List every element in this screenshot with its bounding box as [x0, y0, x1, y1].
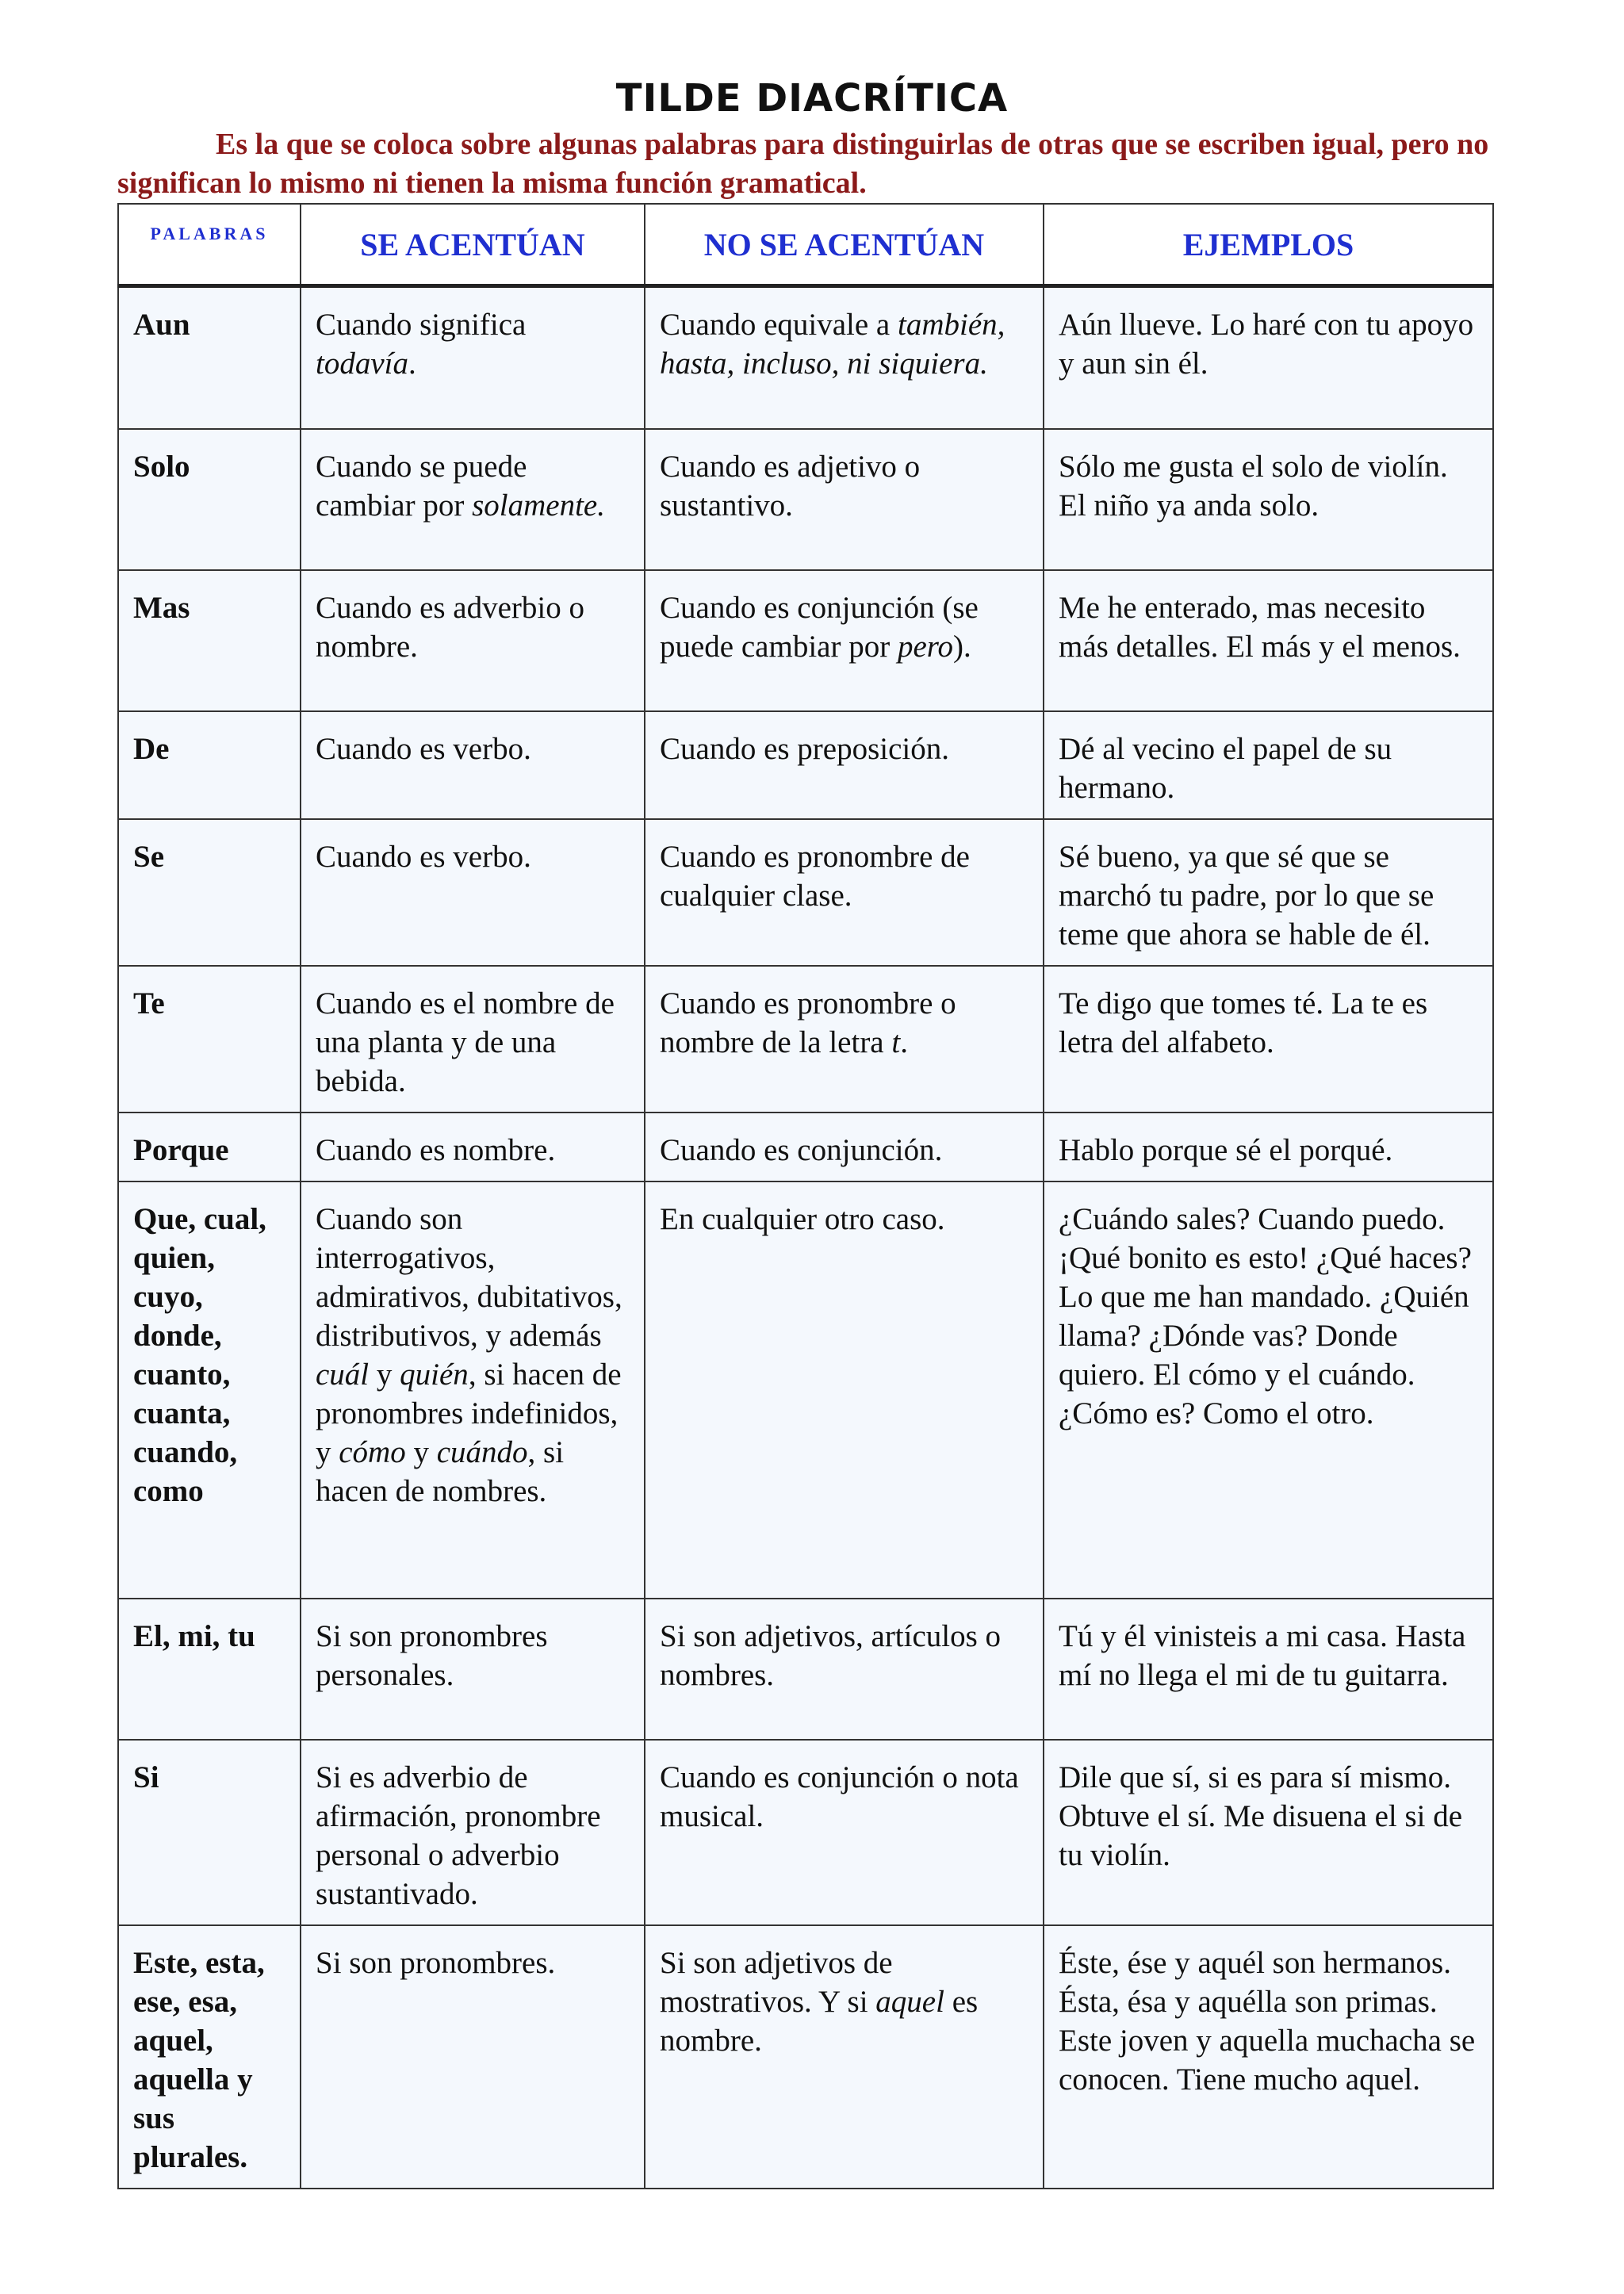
- cell-text: es nombre.: [660, 1984, 979, 2058]
- word-cell: Se: [118, 819, 301, 966]
- cell-text: cómo: [339, 1434, 406, 1469]
- ejemplos-cell: [1044, 819, 1493, 966]
- cell-text: Cuando son interrogativos, admirativos, dubitativos, distributivos, y además: [316, 1201, 622, 1353]
- cell-text: Éste, ése y aquél son hermanos. Ésta, ésa y aquélla son primas. Este joven y aquella muchacha se conocen. Tiene mucho aquel.: [1059, 1945, 1476, 2097]
- table-row: [118, 429, 1493, 570]
- se-acentuan-cell: [301, 1181, 645, 1599]
- cell-text: Cuando es conjunción o nota musical.: [660, 1760, 1019, 1833]
- cell-text: Dé al vecino el papel de su hermano.: [1059, 731, 1392, 805]
- table-row: [118, 711, 1493, 819]
- cell-text: pero: [897, 629, 953, 664]
- se-acentuan-cell: [301, 570, 645, 711]
- cell-text: Dile que sí, si es para sí mismo. Obtuve el sí. Me disuena el si de tu violín.: [1059, 1760, 1463, 1872]
- cell-text: también, hasta, incluso, ni siquiera.: [660, 308, 1005, 381]
- ejemplos-cell: [1044, 1599, 1493, 1740]
- cell-text: ).: [953, 629, 971, 664]
- cell-text: , si hacen de pronombres indefinidos, y: [316, 1357, 622, 1469]
- cell-text: Cuando es adverbio o nombre.: [316, 590, 585, 664]
- cell-text: Me he enterado, mas necesito más detalles. El más y el menos.: [1059, 590, 1461, 664]
- cell-text: Si son pronombres.: [316, 1945, 556, 1980]
- table-row: [118, 1599, 1493, 1740]
- no-se-acentuan-cell: [645, 1740, 1044, 1925]
- table-row: [118, 286, 1493, 429]
- cell-text: Cuando es pronombre de cualquier clase.: [660, 839, 970, 913]
- word-cell: Si: [118, 1740, 301, 1925]
- page-title: TILDE DIACRÍTICA: [615, 76, 1009, 121]
- no-se-acentuan-cell: [645, 1181, 1044, 1599]
- cell-text: Aún llueve. Lo haré con tu apoyo y aun sin él.: [1059, 308, 1474, 381]
- table-row: [118, 1740, 1493, 1925]
- intro-paragraph: Es la que se coloca sobre algunas palabras para distinguirlas de otras que se escriben igual, pero no significan lo mismo ni tienen la misma función gramatical.: [117, 128, 1489, 200]
- table-header-row: [118, 204, 1493, 286]
- cell-text: cuál: [316, 1357, 370, 1392]
- no-se-acentuan-cell: [645, 1113, 1044, 1181]
- cell-text: Cuando es el nombre de una planta y de una bebida.: [316, 986, 615, 1098]
- no-se-acentuan-cell: [645, 819, 1044, 966]
- ejemplos-cell: [1044, 1740, 1493, 1925]
- word-cell: Este, esta, ese, esa, aquel, aquella y sus plurales.: [118, 1925, 301, 2189]
- ejemplos-cell: [1044, 1113, 1493, 1181]
- se-acentuan-cell: [301, 286, 645, 429]
- table-row: [118, 966, 1493, 1113]
- cell-text: todavía: [316, 347, 408, 381]
- cell-text: t: [891, 1024, 901, 1059]
- cell-text: Sé bueno, ya que sé que se marchó tu padre, por lo que se teme que ahora se hable de él.: [1059, 839, 1434, 952]
- ejemplos-cell: [1044, 711, 1493, 819]
- cell-text: aquel: [875, 1984, 944, 2019]
- cell-text: Sólo me gusta el solo de violín. El niño ya anda solo.: [1059, 449, 1448, 523]
- cell-text: solamente.: [472, 488, 605, 523]
- word-cell: De: [118, 711, 301, 819]
- cell-text: Cuando es conjunción.: [660, 1132, 943, 1167]
- table-body: [118, 286, 1493, 2189]
- table-row: [118, 1925, 1493, 2189]
- cell-text: Si son adjetivos, artículos o nombres.: [660, 1618, 1002, 1692]
- se-acentuan-cell: [301, 966, 645, 1113]
- ejemplos-cell: [1044, 1181, 1493, 1599]
- se-acentuan-cell: [301, 429, 645, 570]
- se-acentuan-cell: [301, 711, 645, 819]
- header-se-acentuan: SE ACENTÚAN: [301, 204, 645, 286]
- cell-text: Tú y él vinisteis a mi casa. Hasta mí no llega el mi de tu guitarra.: [1059, 1618, 1466, 1692]
- diacritic-table: [117, 203, 1494, 2189]
- no-se-acentuan-cell: [645, 570, 1044, 711]
- cell-text: Si es adverbio de afirmación, pronombre personal o adverbio sustantivado.: [316, 1760, 601, 1911]
- cell-text: Cuando es pronombre o nombre de la letra: [660, 986, 956, 1059]
- word-cell: Aun: [118, 286, 301, 429]
- cell-text: .: [408, 347, 416, 381]
- cell-text: ¿Cuándo sales? Cuando puedo. ¡Qué bonito es esto! ¿Qué haces? Lo que me han mandado. ¿Quién llama? ¿Dónde vas? Donde quiero. El cómo y el cuándo. ¿Cómo es? Como el otro.: [1059, 1201, 1472, 1430]
- no-se-acentuan-cell: [645, 286, 1044, 429]
- table-row: [118, 819, 1493, 966]
- cell-text: Cuando significa: [316, 308, 527, 342]
- word-cell: El, mi, tu: [118, 1599, 301, 1740]
- word-cell: Que, cual, quien, cuyo, donde, cuanto, cuanta, cuando, como: [118, 1181, 301, 1599]
- cell-text: Cuando es nombre.: [316, 1132, 556, 1167]
- cell-text: Te digo que tomes té. La te es letra del alfabeto.: [1059, 986, 1428, 1059]
- ejemplos-cell: [1044, 1925, 1493, 2189]
- cell-text: Si son adjetivos de mostrativos. Y si: [660, 1945, 893, 2019]
- cell-text: , si hacen de nombres.: [316, 1434, 565, 1508]
- header-palabras: PALABRAS: [118, 204, 301, 286]
- header-no-se-acentuan: NO SE ACENTÚAN: [645, 204, 1044, 286]
- cell-text: cuándo: [436, 1434, 528, 1469]
- cell-text: Cuando se puede cambiar por: [316, 449, 527, 523]
- ejemplos-cell: [1044, 966, 1493, 1113]
- cell-text: y: [369, 1357, 400, 1392]
- ejemplos-cell: [1044, 429, 1493, 570]
- cell-text: .: [900, 1024, 908, 1059]
- cell-text: y: [405, 1434, 437, 1469]
- cell-text: Hablo porque sé el porqué.: [1059, 1132, 1393, 1167]
- se-acentuan-cell: [301, 1925, 645, 2189]
- no-se-acentuan-cell: [645, 711, 1044, 819]
- cell-text: Cuando es verbo.: [316, 731, 531, 766]
- cell-text: Cuando equivale a: [660, 308, 898, 342]
- ejemplos-cell: [1044, 286, 1493, 429]
- cell-text: Cuando es adjetivo o sustantivo.: [660, 449, 921, 523]
- cell-text: En cualquier otro caso.: [660, 1201, 945, 1236]
- se-acentuan-cell: [301, 1599, 645, 1740]
- se-acentuan-cell: [301, 819, 645, 966]
- se-acentuan-cell: [301, 1740, 645, 1925]
- word-cell: Porque: [118, 1113, 301, 1181]
- no-se-acentuan-cell: [645, 429, 1044, 570]
- word-cell: Mas: [118, 570, 301, 711]
- cell-text: Si son pronombres personales.: [316, 1618, 548, 1692]
- table-row: [118, 1181, 1493, 1599]
- cell-text: Cuando es preposición.: [660, 731, 950, 766]
- table-row: [118, 570, 1493, 711]
- no-se-acentuan-cell: [645, 1925, 1044, 2189]
- word-cell: Solo: [118, 429, 301, 570]
- table-row: [118, 1113, 1493, 1181]
- word-cell: Te: [118, 966, 301, 1113]
- header-ejemplos: EJEMPLOS: [1044, 204, 1493, 286]
- cell-text: Cuando es conjunción (se puede cambiar por: [660, 590, 979, 664]
- cell-text: quién: [400, 1357, 469, 1392]
- no-se-acentuan-cell: [645, 966, 1044, 1113]
- se-acentuan-cell: [301, 1113, 645, 1181]
- no-se-acentuan-cell: [645, 1599, 1044, 1740]
- cell-text: Cuando es verbo.: [316, 839, 531, 874]
- ejemplos-cell: [1044, 570, 1493, 711]
